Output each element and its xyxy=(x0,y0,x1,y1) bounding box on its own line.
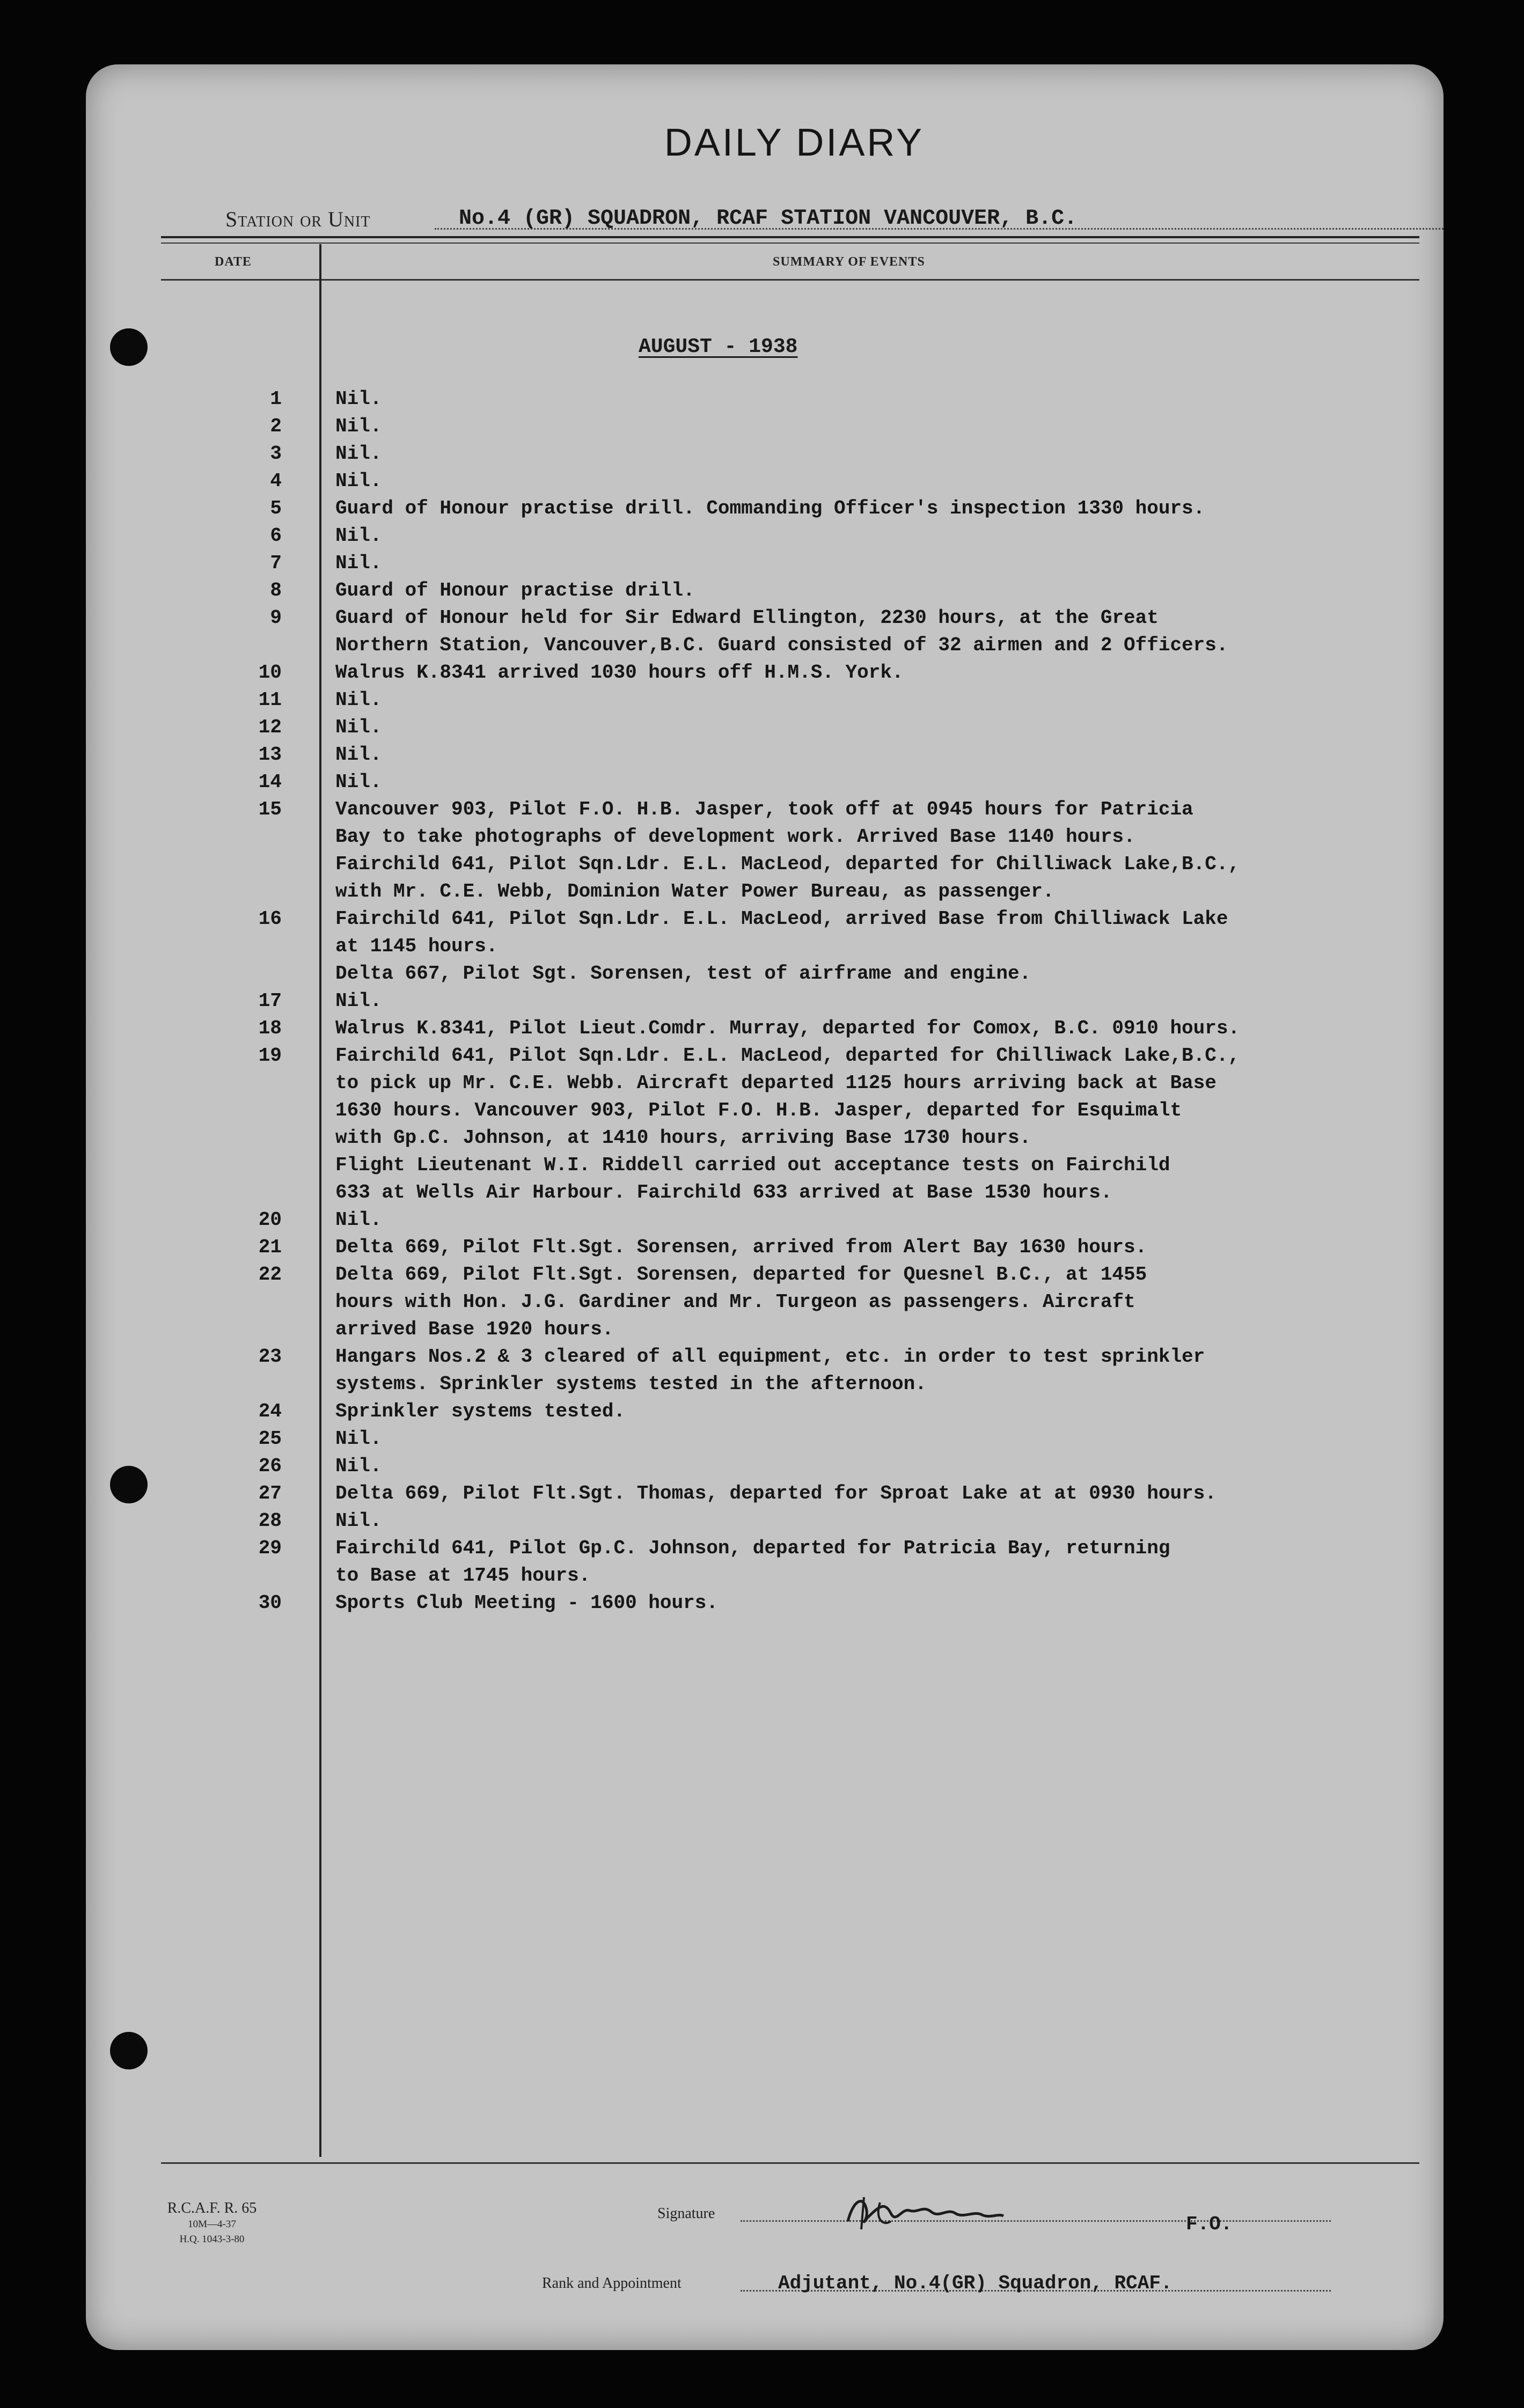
entry-summary: arrived Base 1920 hours. xyxy=(335,1318,614,1340)
entry-summary: Guard of Honour practise drill. xyxy=(335,579,695,601)
entry-summary: Walrus K.8341 arrived 1030 hours off H.M.S. York. xyxy=(335,662,904,684)
entry-summary: Nil. xyxy=(335,1209,382,1231)
entry-summary: Northern Station, Vancouver,B.C. Guard consisted of 32 airmen and 2 Officers. xyxy=(335,634,1228,656)
entry-summary: Vancouver 903, Pilot F.O. H.B. Jasper, took off at 0945 hours for Patricia xyxy=(335,798,1193,820)
entry-summary: Nil. xyxy=(335,744,382,766)
entry-summary: Sprinkler systems tested. xyxy=(335,1400,626,1422)
column-divider xyxy=(319,244,321,2157)
entry-date: 16 xyxy=(258,908,282,930)
entry-summary: Nil. xyxy=(335,525,382,547)
entry-date: 26 xyxy=(258,1455,282,1477)
entry-summary: Nil. xyxy=(335,1455,382,1477)
entry-summary: systems. Sprinkler systems tested in the afternoon. xyxy=(335,1373,927,1395)
entry-summary: Nil. xyxy=(335,1510,382,1532)
entry-date: 20 xyxy=(258,1209,282,1231)
entry-summary: Delta 667, Pilot Sgt. Sorensen, test of airframe and engine. xyxy=(335,963,1031,985)
entry-date: 27 xyxy=(258,1482,282,1504)
entry-date: 1 xyxy=(270,388,282,410)
entry-summary: to Base at 1745 hours. xyxy=(335,1565,591,1587)
entry-date: 14 xyxy=(258,771,282,793)
entry-summary: with Mr. C.E. Webb, Dominion Water Power Bureau, as passenger. xyxy=(335,880,1054,902)
punch-hole xyxy=(110,1466,148,1503)
entry-date: 6 xyxy=(270,525,282,547)
entry-summary: Nil. xyxy=(335,771,382,793)
entry-summary: Nil. xyxy=(335,388,382,410)
entry-date: 8 xyxy=(270,579,282,601)
entry-summary: Nil. xyxy=(335,470,382,492)
entry-date: 11 xyxy=(258,689,282,711)
entry-summary: at 1145 hours. xyxy=(335,935,498,957)
entry-summary: Delta 669, Pilot Flt.Sgt. Sorensen, departed for Quesnel B.C., at 1455 xyxy=(335,1264,1147,1286)
entry-summary: Fairchild 641, Pilot Gp.C. Johnson, departed for Patricia Bay, returning xyxy=(335,1537,1170,1559)
entry-summary: Nil. xyxy=(335,689,382,711)
entry-date: 25 xyxy=(258,1428,282,1450)
entry-date: 22 xyxy=(258,1264,282,1286)
punch-hole xyxy=(110,328,148,366)
entry-date: 13 xyxy=(258,744,282,766)
entry-date: 3 xyxy=(270,443,282,465)
entry-date: 30 xyxy=(258,1592,282,1614)
entry-summary: Fairchild 641, Pilot Sqn.Ldr. E.L. MacLeod, departed for Chilliwack Lake,B.C., xyxy=(335,853,1240,875)
entry-summary: to pick up Mr. C.E. Webb. Aircraft departed 1125 hours arriving back at Base xyxy=(335,1072,1217,1094)
entry-date: 17 xyxy=(258,990,282,1012)
entry-date: 21 xyxy=(258,1236,282,1258)
entry-date: 15 xyxy=(258,798,282,820)
form-identifier xyxy=(123,2200,301,2247)
entry-date: 18 xyxy=(258,1017,282,1039)
entry-summary: Nil. xyxy=(335,1428,382,1450)
entry-date: 7 xyxy=(270,552,282,574)
entry-date: 24 xyxy=(258,1400,282,1422)
entry-date: 4 xyxy=(270,470,282,492)
entry-summary: Flight Lieutenant W.I. Riddell carried out acceptance tests on Fairchild xyxy=(335,1154,1170,1176)
entry-date: 2 xyxy=(270,415,282,437)
entry-summary: with Gp.C. Johnson, at 1410 hours, arriving Base 1730 hours. xyxy=(335,1127,1031,1149)
entry-summary: Nil. xyxy=(335,415,382,437)
entry-summary: Bay to take photographs of development work. Arrived Base 1140 hours. xyxy=(335,826,1135,848)
entry-date: 29 xyxy=(258,1537,282,1559)
entry-summary: hours with Hon. J.G. Gardiner and Mr. Turgeon as passengers. Aircraft xyxy=(335,1291,1135,1313)
entry-date: 23 xyxy=(258,1346,282,1368)
entry-summary: Delta 669, Pilot Flt.Sgt. Sorensen, arrived from Alert Bay 1630 hours. xyxy=(335,1236,1147,1258)
entry-date: 12 xyxy=(258,716,282,738)
entry-summary: Fairchild 641, Pilot Sqn.Ldr. E.L. MacLeod, departed for Chilliwack Lake,B.C., xyxy=(335,1045,1240,1067)
footer-rule xyxy=(161,2162,1419,2164)
entry-date: 28 xyxy=(258,1510,282,1532)
rank-appointment-value: Adjutant, No.4(GR) Squadron, RCAF. xyxy=(778,2272,1173,2294)
entry-summary: Fairchild 641, Pilot Sqn.Ldr. E.L. MacLeod, arrived Base from Chilliwack Lake xyxy=(335,908,1228,930)
entry-summary: Nil. xyxy=(335,990,382,1012)
month-heading: AUGUST - 1938 xyxy=(639,335,798,358)
station-label: Station or Unit xyxy=(225,207,371,231)
print-code: 10M—4-37 xyxy=(188,2219,236,2230)
entry-summary: Sports Club Meeting - 1600 hours. xyxy=(335,1592,718,1614)
signature-rank: F.O. xyxy=(1186,2213,1233,2235)
entry-summary: Nil. xyxy=(335,443,382,465)
handwritten-signature xyxy=(842,2189,1009,2237)
column-header-rule xyxy=(161,279,1419,281)
entry-date: 5 xyxy=(270,497,282,519)
entry-date: 9 xyxy=(270,607,282,629)
entry-summary: Guard of Honour practise drill. Commanding Officer's inspection 1330 hours. xyxy=(335,497,1205,519)
form-number: R.C.A.F. R. 65 xyxy=(167,2200,257,2216)
date-column-header: DATE xyxy=(215,255,252,269)
entry-date: 10 xyxy=(258,662,282,684)
page-title: DAILY DIARY xyxy=(664,121,925,164)
summary-column-header: SUMMARY OF EVENTS xyxy=(773,255,925,269)
entry-summary: 1630 hours. Vancouver 903, Pilot F.O. H.B. Jasper, departed for Esquimalt xyxy=(335,1099,1182,1121)
entry-summary: Nil. xyxy=(335,716,382,738)
punch-hole xyxy=(110,2032,148,2069)
entry-date: 19 xyxy=(258,1045,282,1067)
entry-summary: Guard of Honour held for Sir Edward Ellington, 2230 hours, at the Great xyxy=(335,607,1159,629)
entry-summary: 633 at Wells Air Harbour. Fairchild 633 arrived at Base 1530 hours. xyxy=(335,1181,1112,1203)
station-value: No.4 (GR) SQUADRON, RCAF STATION VANCOUVER, B.C. xyxy=(459,207,1078,231)
signature-label: Signature xyxy=(657,2205,715,2222)
header-rule xyxy=(161,236,1419,238)
entry-summary: Nil. xyxy=(335,552,382,574)
print-code: H.Q. 1043-3-80 xyxy=(179,2234,245,2245)
entry-summary: Hangars Nos.2 & 3 cleared of all equipment, etc. in order to test sprinkler xyxy=(335,1346,1205,1368)
header-rule xyxy=(161,243,1419,244)
diary-page xyxy=(86,64,1444,2350)
entry-summary: Walrus K.8341, Pilot Lieut.Comdr. Murray, departed for Comox, B.C. 0910 hours. xyxy=(335,1017,1240,1039)
entry-summary: Delta 669, Pilot Flt.Sgt. Thomas, departed for Sproat Lake at at 0930 hours. xyxy=(335,1482,1217,1504)
signature-dotted-line xyxy=(741,2220,1331,2222)
rank-appointment-label: Rank and Appointment xyxy=(542,2275,682,2292)
